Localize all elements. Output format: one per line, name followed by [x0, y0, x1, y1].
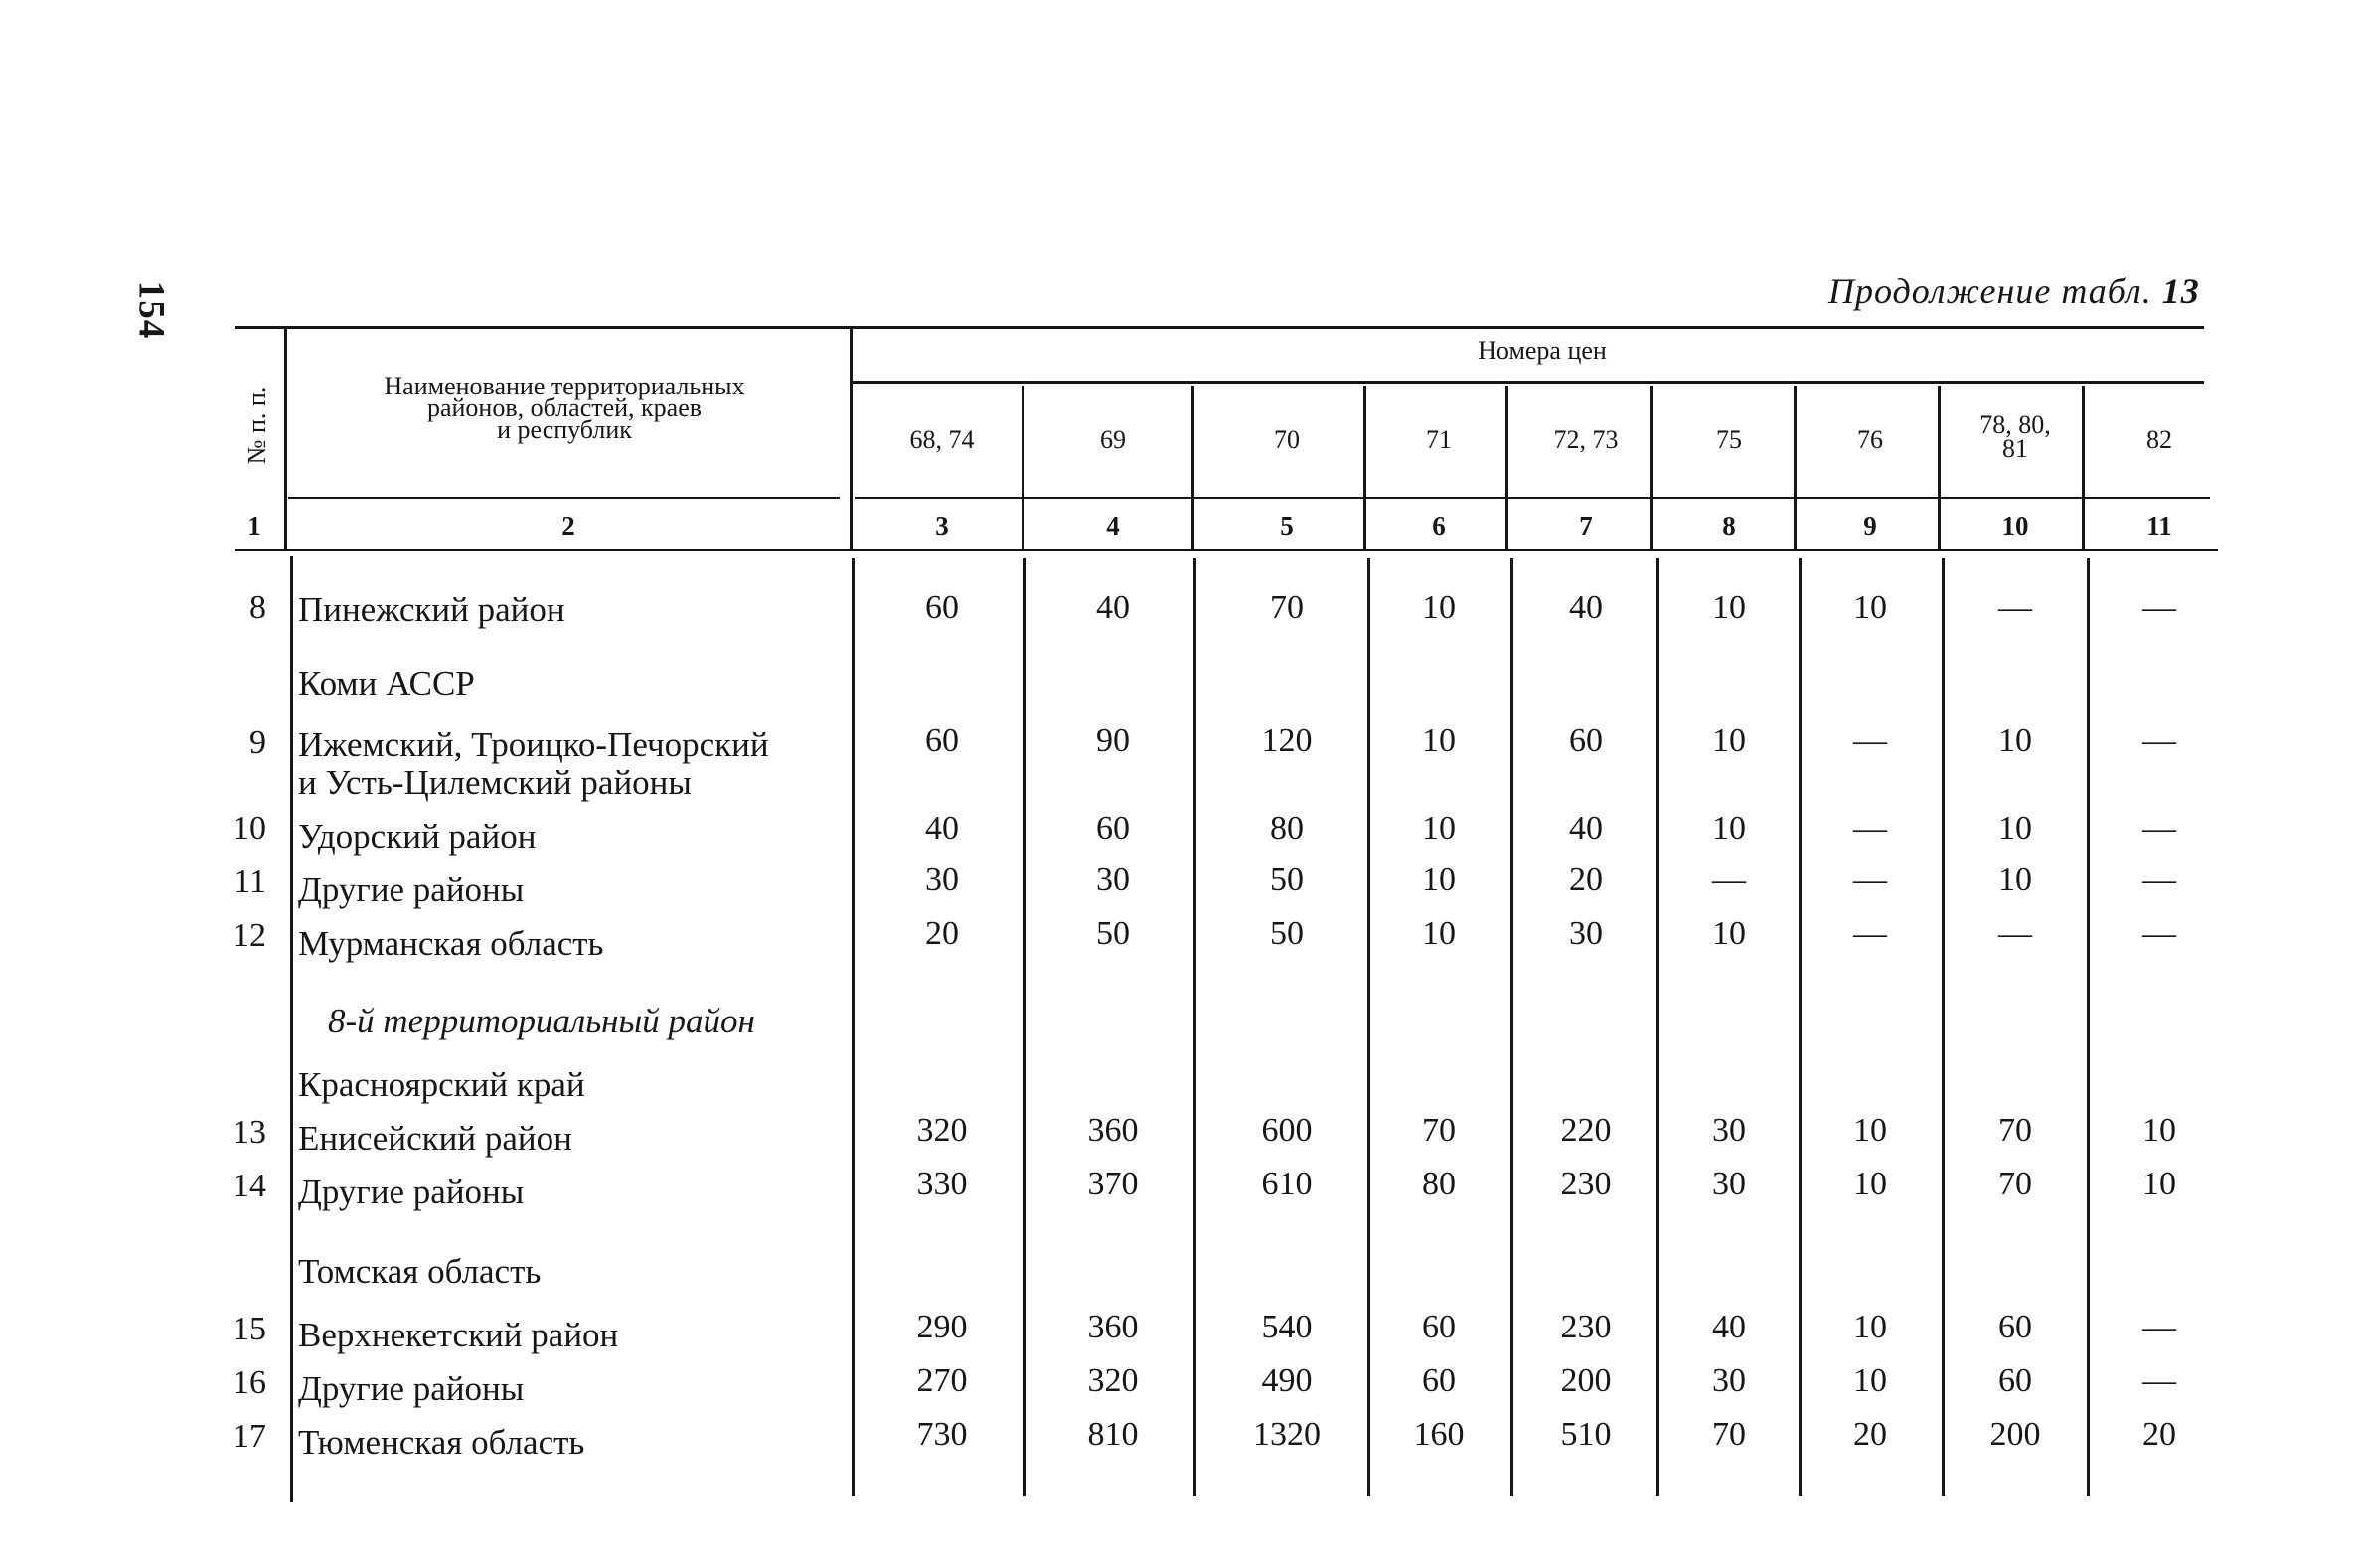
- price-value: 10: [1998, 722, 2032, 759]
- column-number-rule: [235, 549, 2218, 551]
- price-value: 1320: [1253, 1416, 1321, 1453]
- column-number: 5: [1280, 511, 1294, 541]
- price-value: 10: [1422, 589, 1456, 626]
- price-value: 40: [1569, 589, 1603, 626]
- price-value: 60: [1422, 1309, 1456, 1345]
- price-value: 10: [1998, 862, 2032, 898]
- price-value: 40: [925, 810, 959, 847]
- price-value: —: [2142, 862, 2176, 898]
- price-column-header: 72, 73: [1553, 425, 1619, 454]
- price-value: 20: [925, 915, 959, 952]
- price-value: 510: [1560, 1416, 1612, 1453]
- price-value: 40: [1712, 1309, 1746, 1345]
- body-divider-col: [1656, 558, 1659, 1496]
- row-number: 10: [233, 810, 266, 847]
- price-column-header: 71: [1426, 425, 1452, 454]
- price-value: —: [1853, 915, 1887, 952]
- header-divider-name: [850, 328, 853, 549]
- column-number: 8: [1722, 511, 1736, 541]
- row-number: 14: [233, 1168, 266, 1204]
- price-value: —: [2142, 1309, 2176, 1345]
- column-number: 7: [1579, 511, 1593, 541]
- price-value: —: [1998, 915, 2032, 952]
- price-value: 200: [1560, 1362, 1612, 1399]
- price-value: 50: [1096, 915, 1130, 952]
- price-value: 10: [1712, 915, 1746, 952]
- price-value: 230: [1560, 1166, 1612, 1202]
- name-column-header: Наименование территориальных: [384, 372, 745, 400]
- header-divider-col: [1363, 386, 1366, 549]
- price-value: 80: [1270, 810, 1304, 847]
- territory-name: Пинежский район: [298, 590, 565, 629]
- row-number: 17: [233, 1418, 266, 1455]
- caption-table-number: 13: [2161, 271, 2200, 311]
- price-value: 730: [916, 1416, 968, 1453]
- price-value: 70: [1712, 1416, 1746, 1453]
- price-value: 20: [1569, 862, 1603, 898]
- price-value: 30: [1712, 1362, 1746, 1399]
- column-number: 9: [1863, 511, 1877, 541]
- price-value: 10: [1712, 722, 1746, 759]
- territory-name: Мурманская область: [298, 924, 604, 963]
- territory-name: Енисейский район: [298, 1119, 572, 1158]
- price-value: 10: [1712, 589, 1746, 626]
- price-value: 10: [1422, 915, 1456, 952]
- price-column-header: 69: [1100, 425, 1126, 454]
- price-value: 60: [1096, 810, 1130, 847]
- territory-name: Другие районы: [298, 1369, 525, 1408]
- price-value: 50: [1270, 915, 1304, 952]
- column-number: 2: [561, 511, 575, 541]
- price-value: 220: [1560, 1112, 1612, 1149]
- price-value: 320: [1087, 1362, 1139, 1399]
- header-divider-col: [2082, 386, 2085, 549]
- price-value: 270: [916, 1362, 968, 1399]
- price-column-header: 81: [2002, 434, 2028, 463]
- price-value: 10: [1998, 810, 2032, 847]
- price-value: 200: [1989, 1416, 2041, 1453]
- territory-name: Удорский район: [298, 817, 537, 856]
- price-value: 230: [1560, 1309, 1612, 1345]
- territory-name: и Усть-Цилемский районы: [298, 763, 692, 802]
- body-divider-col: [1023, 558, 1026, 1496]
- territory-name: Другие районы: [298, 870, 525, 909]
- price-value: —: [1853, 722, 1887, 759]
- body-divider-col: [1799, 558, 1802, 1496]
- header-divider-col: [1191, 386, 1194, 549]
- price-value: 60: [1998, 1362, 2032, 1399]
- row-number: 9: [249, 724, 266, 761]
- territory-name: Другие районы: [298, 1173, 525, 1211]
- price-group-header: Номера цен: [1478, 336, 1607, 365]
- price-column-header: 70: [1274, 425, 1300, 454]
- column-number: 10: [2001, 511, 2029, 541]
- table-caption: [1828, 270, 2200, 312]
- price-value: —: [1998, 589, 2032, 626]
- price-value: 50: [1270, 862, 1304, 898]
- price-value: 30: [1096, 862, 1130, 898]
- price-column-header: 82: [2146, 425, 2172, 454]
- price-value: 120: [1261, 722, 1313, 759]
- caption-text: Продолжение табл.: [1828, 271, 2152, 311]
- column-number: 4: [1106, 511, 1120, 541]
- price-value: 10: [1422, 722, 1456, 759]
- page-number: 154: [130, 280, 172, 340]
- row-number-header: № п. п.: [242, 386, 271, 465]
- row-number: 13: [233, 1114, 266, 1151]
- territory-name: Коми АССР: [298, 664, 475, 703]
- price-value: —: [1712, 862, 1746, 898]
- price-value: 30: [1712, 1166, 1746, 1202]
- price-value: 10: [2142, 1112, 2176, 1149]
- header-divider-col: [1650, 386, 1653, 549]
- price-value: 60: [1998, 1309, 2032, 1345]
- header-divider-col: [1022, 386, 1024, 549]
- price-value: 10: [1712, 810, 1746, 847]
- price-value: 60: [925, 589, 959, 626]
- column-number: 1: [247, 511, 261, 541]
- row-number: 16: [233, 1364, 266, 1401]
- price-value: —: [2142, 915, 2176, 952]
- row-number: 8: [249, 589, 266, 626]
- price-value: —: [2142, 722, 2176, 759]
- price-value: 10: [1422, 862, 1456, 898]
- territory-name: Ижемский, Троицко-Печорский: [298, 725, 769, 764]
- row-number: 12: [233, 917, 266, 954]
- price-value: 10: [1853, 589, 1887, 626]
- price-value: 600: [1261, 1112, 1313, 1149]
- territory-name: Тюменская область: [298, 1423, 585, 1462]
- body-divider-col: [1942, 558, 1945, 1496]
- price-group-rule: [852, 381, 2204, 384]
- price-value: 360: [1087, 1309, 1139, 1345]
- body-divider-num: [290, 556, 293, 1502]
- price-value: 360: [1087, 1112, 1139, 1149]
- price-column-header: 76: [1857, 425, 1883, 454]
- price-value: —: [1853, 810, 1887, 847]
- price-column-header: 68, 74: [909, 425, 975, 454]
- price-value: 70: [1998, 1112, 2032, 1149]
- price-value: 10: [1853, 1309, 1887, 1345]
- header-divider-col: [1794, 386, 1797, 549]
- price-column-header: 75: [1716, 425, 1742, 454]
- price-value: 80: [1422, 1166, 1456, 1202]
- row-number: 11: [234, 863, 266, 900]
- price-value: 70: [1422, 1112, 1456, 1149]
- body-divider-col: [852, 558, 855, 1496]
- price-value: 540: [1261, 1309, 1313, 1345]
- price-value: 10: [1422, 810, 1456, 847]
- price-value: 60: [925, 722, 959, 759]
- price-value: 290: [916, 1309, 968, 1345]
- territory-name: Красноярский край: [298, 1065, 585, 1104]
- price-value: 40: [1096, 589, 1130, 626]
- header-bottom-rule-name: [288, 497, 840, 499]
- price-value: 330: [916, 1166, 968, 1202]
- name-column-header: районов, областей, краев: [426, 393, 703, 422]
- body-divider-col: [2087, 558, 2090, 1496]
- price-column-header: 78, 80,: [1979, 410, 2051, 439]
- price-value: 370: [1087, 1166, 1139, 1202]
- header-divider-col: [1505, 386, 1508, 549]
- price-value: 10: [1853, 1166, 1887, 1202]
- price-value: 20: [1853, 1416, 1887, 1453]
- price-value: —: [2142, 1362, 2176, 1399]
- price-value: 20: [2142, 1416, 2176, 1453]
- price-value: 490: [1261, 1362, 1313, 1399]
- price-value: 60: [1569, 722, 1603, 759]
- territory-name: Верхнекетский район: [298, 1316, 619, 1354]
- column-number: 11: [2146, 511, 2172, 541]
- price-value: 40: [1569, 810, 1603, 847]
- row-number: 15: [233, 1311, 266, 1347]
- price-value: 60: [1422, 1362, 1456, 1399]
- price-value: 160: [1413, 1416, 1465, 1453]
- column-number: 3: [935, 511, 949, 541]
- price-value: 30: [925, 862, 959, 898]
- body-divider-col: [1510, 558, 1513, 1496]
- price-value: 10: [1853, 1112, 1887, 1149]
- section-heading: 8-й территориальный район: [328, 1002, 755, 1040]
- territory-name: Томская область: [298, 1252, 542, 1291]
- header-divider-col: [1938, 386, 1941, 549]
- body-divider-col: [1193, 558, 1196, 1496]
- price-value: 70: [1270, 589, 1304, 626]
- price-value: —: [2142, 810, 2176, 847]
- header-bottom-rule-col: [1944, 497, 2210, 499]
- body-divider-col: [1367, 558, 1370, 1496]
- price-value: 30: [1569, 915, 1603, 952]
- price-value: 810: [1087, 1416, 1139, 1453]
- price-value: 320: [916, 1112, 968, 1149]
- price-value: —: [2142, 589, 2176, 626]
- column-number: 6: [1432, 511, 1446, 541]
- price-value: 10: [2142, 1166, 2176, 1202]
- name-column-header: и республик: [497, 415, 632, 444]
- price-value: —: [1853, 862, 1887, 898]
- price-value: 90: [1096, 722, 1130, 759]
- price-value: 10: [1853, 1362, 1887, 1399]
- price-value: 30: [1712, 1112, 1746, 1149]
- price-value: 610: [1261, 1166, 1313, 1202]
- price-value: 70: [1998, 1166, 2032, 1202]
- header-divider-num: [284, 328, 287, 549]
- table-top-rule: [235, 326, 2204, 329]
